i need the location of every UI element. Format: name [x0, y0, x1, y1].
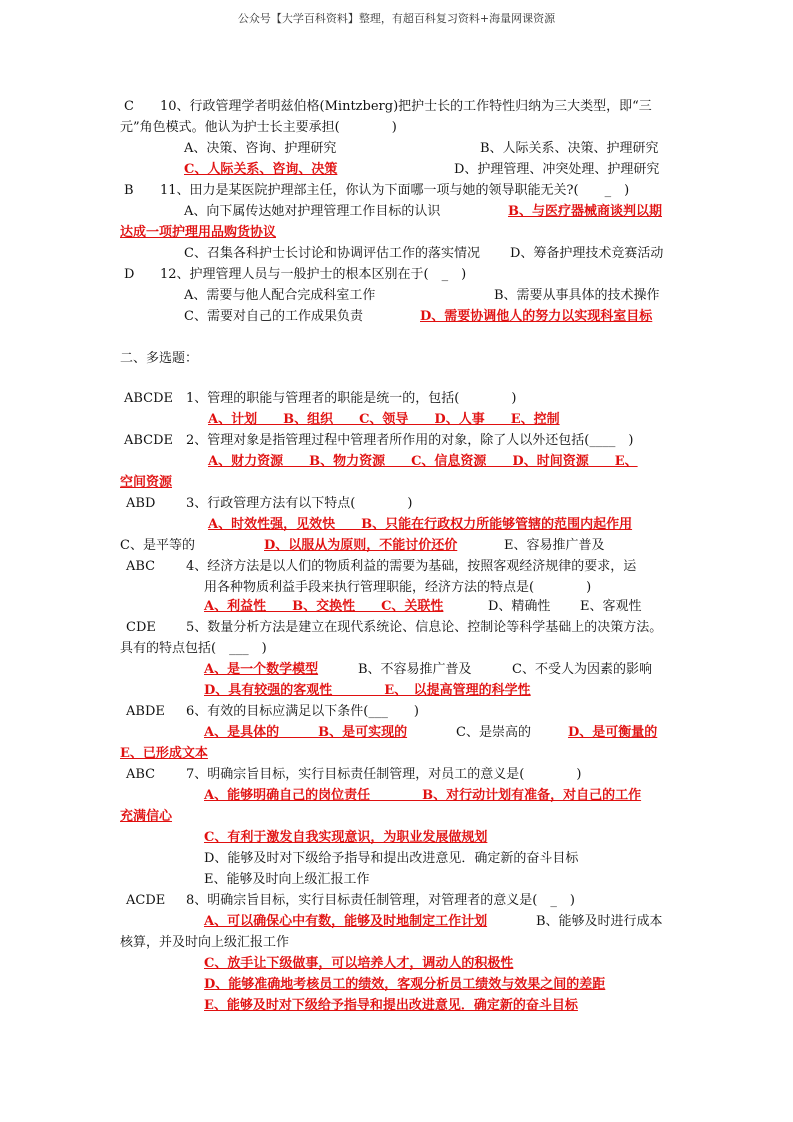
q10-stem-line1: 10、行政管理学者明兹伯格(Mintzberg)把护士长的工作特性归纳为三大类型，即“三 [160, 99, 652, 114]
q10-option-b: B、人际关系、决策、护理研究 [480, 141, 659, 156]
m4-stem-line2: 用各种物质利益手段来执行管理职能，经济方法的特点是( ) [204, 580, 592, 595]
m5-stem-line2: 具有的特点包括( ___ ) [120, 641, 267, 656]
q10-answer: C [124, 99, 134, 114]
m4-option-d: D、精确性 [488, 599, 551, 614]
m8-option-a-correct: A、可以确保心中有数，能够及时地制定工作计划 [204, 914, 488, 929]
m3-options-ab: A、时效性强，见效快 B、只能在行政权力所能够管辖的范围内起作用 [208, 517, 633, 532]
m5-options-de: D、具有较强的客观性 E、 以提高管理的科学性 [204, 683, 531, 698]
q12-option-a: A、需要与他人配合完成科室工作 [184, 288, 376, 303]
m6-option-e-correct: E、已形成文本 [120, 746, 208, 761]
m8-option-d-correct: D、能够准确地考核员工的绩效，客观分析员工绩效与效果之间的差距 [204, 977, 606, 992]
m2-options-cont: 空间资源 [120, 475, 173, 490]
m7-option-d: D、能够及时对下级给予指导和提出改进意见．确定新的奋斗目标 [204, 851, 579, 866]
m1-answer: ABCDE [124, 391, 174, 406]
m8-option-b-cont: 核算，并及时向上级汇报工作 [120, 935, 290, 950]
m8-option-c-correct: C、放手让下级做事，可以培养人才，调动人的积极性 [204, 956, 514, 971]
q11-stem: 11、田力是某医院护理部主任，你认为下面哪一项与她的领导职能无关?( _ ) [160, 183, 630, 198]
m4-answer: ABC [126, 559, 156, 574]
m6-option-c: C、是崇高的 [456, 725, 531, 740]
m5-option-c: C、不受人为因素的影响 [512, 662, 652, 677]
page-header: 公众号【大学百科资料】整理，有超百科复习资料+海量网课资源 [237, 12, 556, 25]
m5-stem-line1: 5、数量分析方法是建立在现代系统论、信息论、控制论等科学基础上的决策方法。 [186, 620, 663, 635]
q11-option-d: D、筹备护理技术竞赛活动 [510, 246, 664, 261]
m5-option-b: B、不容易推广普及 [358, 662, 472, 677]
m4-options-abc: A、利益性 B、交换性 C、关联性 [204, 599, 444, 614]
m7-option-c-correct: C、有利于激发自我实现意识，为职业发展做规划 [204, 830, 488, 845]
m3-option-c: C、是平等的 [120, 538, 195, 553]
q11-answer: B [124, 183, 134, 198]
m7-option-e: E、能够及时向上级汇报工作 [204, 872, 370, 887]
m8-option-e-correct: E、能够及时对下级给予指导和提出改进意见．确定新的奋斗目标 [204, 998, 578, 1013]
m1-stem: 1、管理的职能与管理者的职能是统一的，包括( ) [186, 391, 517, 406]
m7-options-ab-cont: 充满信心 [120, 809, 173, 824]
m3-stem: 3、行政管理方法有以下特点( ) [186, 496, 413, 511]
q10-option-d: D、护理管理、冲突处理、护理研究 [454, 162, 660, 177]
m7-answer: ABC [126, 767, 156, 782]
q12-answer: D [124, 267, 135, 282]
m6-option-d-correct: D、是可衡量的 [568, 725, 658, 740]
m7-stem: 7、明确宗旨目标，实行目标责任制管理，对员工的意义是( ) [186, 767, 582, 782]
q10-option-a: A、决策、咨询、护理研究 [184, 141, 337, 156]
m4-stem-line1: 4、经济方法是以人们的物质利益的需要为基础，按照客观经济规律的要求，运 [186, 559, 637, 574]
m6-answer: ABDE [126, 704, 165, 719]
q11-option-c: C、召集各科护士长讨论和协调评估工作的落实情况 [184, 246, 480, 261]
m8-stem: 8、明确宗旨目标，实行目标责任制管理，对管理者的意义是( _ ) [186, 893, 575, 908]
m1-options: A、计划 B、组织 C、领导 D、人事 E、控制 [208, 412, 560, 427]
m4-option-e: E、客观性 [580, 599, 642, 614]
m5-answer: CDE [126, 620, 156, 635]
section-title-multi: 二、多选题： [120, 351, 199, 366]
m3-option-e: E、容易推广普及 [504, 538, 605, 553]
m5-option-a-correct: A、是一个数学模型 [204, 662, 319, 677]
q11-option-b-correct: B、与医疗器械商谈判以期 [508, 204, 662, 219]
m6-stem: 6、有效的目标应满足以下条件(___ ) [186, 704, 419, 719]
q12-option-d-correct: D、需要协调他人的努力以实现科室目标 [420, 309, 653, 324]
q10-stem-line2: 元”角色模式。他认为护士长主要承担( ) [120, 120, 397, 135]
q11-option-b-cont: 达成一项护理用品购货协议 [120, 225, 277, 240]
q12-option-b: B、需要从事具体的技术操作 [494, 288, 660, 303]
q10-option-c-correct: C、人际关系、咨询、决策 [184, 162, 338, 177]
m6-options-ab: A、是具体的 B、是可实现的 [204, 725, 408, 740]
m2-stem: 2、管理对象是指管理过程中管理者所作用的对象，除了人以外还包括(____ ) [186, 433, 634, 448]
m3-option-d-correct: D、以服从为原则，不能讨价还价 [264, 538, 458, 553]
m3-answer: ABD [126, 496, 156, 511]
m2-options: A、财力资源 B、物力资源 C、信息资源 D、时间资源 E、 [208, 454, 638, 469]
m8-answer: ACDE [126, 893, 166, 908]
q12-stem: 12、护理管理人员与一般护士的根本区别在于( _ ) [160, 267, 467, 282]
q12-option-c: C、需要对自己的工作成果负责 [184, 309, 363, 324]
q11-option-a: A、向下属传达她对护理管理工作目标的认识 [184, 204, 441, 219]
m8-option-b: B、能够及时进行成本 [536, 914, 663, 929]
m7-options-ab: A、能够明确自己的岗位责任 B、对行动计划有准备，对自己的工作 [204, 788, 642, 803]
m2-answer: ABCDE [124, 433, 174, 448]
